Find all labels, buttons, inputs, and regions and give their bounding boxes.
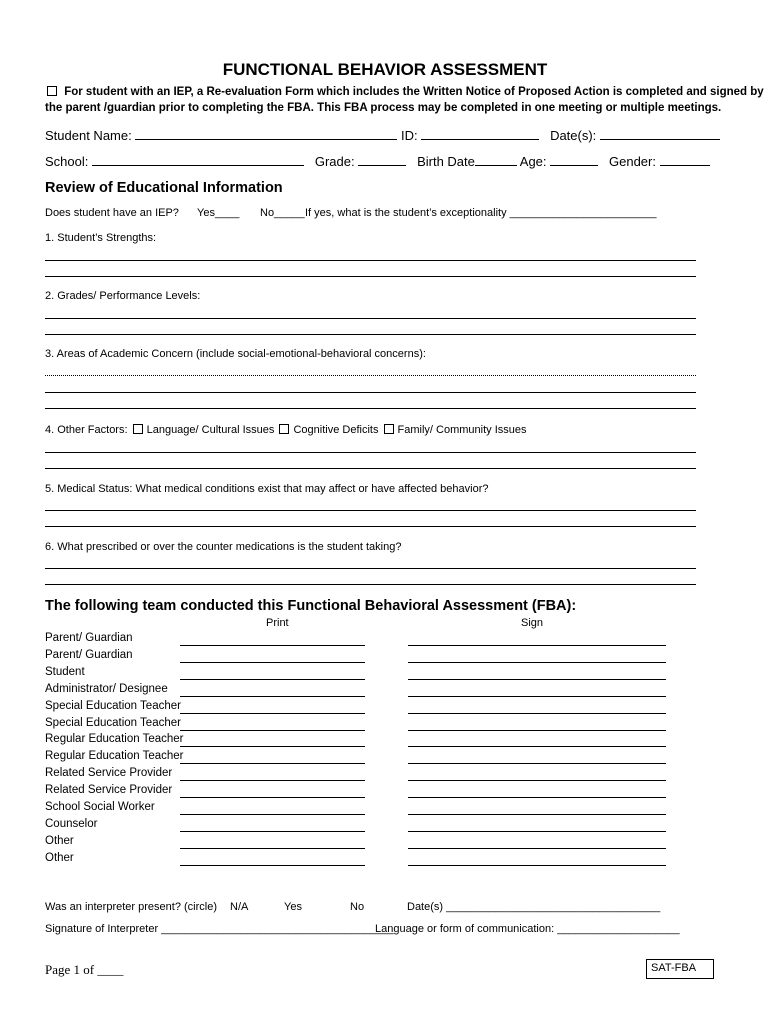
team-member-role: Parent/ Guardian: [45, 649, 133, 661]
answer-line[interactable]: [45, 452, 696, 453]
answer-line[interactable]: [45, 510, 696, 511]
sign-column-header: Sign: [521, 617, 544, 629]
signature-line[interactable]: [408, 848, 666, 849]
print-name-line[interactable]: [180, 713, 365, 714]
answer-line[interactable]: [45, 318, 696, 319]
interpreter-yes-option[interactable]: Yes: [284, 901, 302, 913]
intro-line-2: the parent /guardian prior to completing the FBA. This FBA process may be completed in one meeting or multiple meetings.: [45, 102, 722, 114]
form-code-box: SAT-FBA: [646, 959, 714, 979]
question-other-factors: [45, 424, 527, 436]
print-name-line[interactable]: [180, 696, 365, 697]
student-name-field[interactable]: [135, 127, 397, 140]
school-label: School:: [45, 154, 89, 169]
signature-line[interactable]: [408, 696, 666, 697]
grade-field[interactable]: [358, 153, 406, 166]
print-name-line[interactable]: [180, 645, 365, 646]
id-field[interactable]: [421, 127, 539, 140]
answer-line[interactable]: [45, 276, 696, 277]
page-number: Page 1 of ____: [45, 962, 124, 977]
team-member-role: Special Education Teacher: [45, 717, 181, 729]
age-field[interactable]: [550, 153, 598, 166]
birth-date-field[interactable]: [475, 153, 517, 166]
signature-line[interactable]: [408, 645, 666, 646]
team-member-role: Special Education Teacher: [45, 700, 181, 712]
team-member-role: Regular Education Teacher: [45, 733, 184, 745]
iep-no[interactable]: No_____: [260, 207, 305, 219]
signature-line[interactable]: [408, 679, 666, 680]
answer-line[interactable]: [45, 408, 696, 409]
print-name-line[interactable]: [180, 679, 365, 680]
print-name-line[interactable]: [180, 831, 365, 832]
family-community-label: Family/ Community Issues: [397, 424, 527, 436]
answer-line[interactable]: [45, 260, 696, 261]
question-medications: 6. What prescribed or over the counter medications is the student taking?: [45, 541, 402, 553]
gender-field[interactable]: [660, 153, 710, 166]
student-name-row: [45, 127, 720, 143]
communication-language-field[interactable]: Language or form of communication: ____________________: [375, 923, 680, 935]
school-field[interactable]: [92, 153, 304, 166]
answer-line[interactable]: [45, 334, 696, 335]
question-grades: 2. Grades/ Performance Levels:: [45, 290, 201, 302]
student-name-label: Student Name:: [45, 128, 132, 143]
answer-line[interactable]: [45, 392, 696, 393]
print-name-line[interactable]: [180, 662, 365, 663]
signature-line[interactable]: [408, 746, 666, 747]
team-member-role: Related Service Provider: [45, 767, 173, 779]
answer-line[interactable]: [45, 568, 696, 569]
intro-checkbox[interactable]: [47, 86, 57, 96]
print-name-line[interactable]: [180, 797, 365, 798]
print-name-line[interactable]: [180, 730, 365, 731]
answer-line[interactable]: [45, 468, 696, 469]
print-column-header: Print: [266, 617, 289, 629]
form-title: FUNCTIONAL BEHAVIOR ASSESSMENT: [222, 60, 548, 79]
exceptionality-question[interactable]: If yes, what is the student’s exceptionality ________________________: [305, 207, 657, 219]
print-name-line[interactable]: [180, 763, 365, 764]
team-member-role: Counselor: [45, 818, 98, 830]
interpreter-dates-field[interactable]: Date(s) ___________________________________: [407, 901, 661, 913]
answer-line[interactable]: [45, 375, 696, 376]
team-member-role: Regular Education Teacher: [45, 750, 184, 762]
team-member-role: Administrator/ Designee: [45, 683, 168, 695]
print-name-line[interactable]: [180, 848, 365, 849]
print-name-line[interactable]: [180, 746, 365, 747]
age-label: Age:: [519, 154, 547, 169]
signature-line[interactable]: [408, 831, 666, 832]
signature-line[interactable]: [408, 730, 666, 731]
other-factors-label: 4. Other Factors:: [45, 424, 128, 436]
signature-line[interactable]: [408, 865, 666, 866]
school-row: [45, 153, 710, 169]
signature-line[interactable]: [408, 662, 666, 663]
team-member-role: Student: [45, 666, 85, 678]
cognitive-deficits-label: Cognitive Deficits: [293, 424, 379, 436]
gender-label: Gender:: [609, 154, 656, 169]
team-member-role: Related Service Provider: [45, 784, 173, 796]
question-medical-status: 5. Medical Status: What medical conditions exist that may affect or have affected behavior?: [45, 483, 489, 495]
signature-line[interactable]: [408, 763, 666, 764]
team-member-role: Other: [45, 852, 74, 864]
dates-label: Date(s):: [550, 128, 597, 143]
interpreter-no-option[interactable]: No: [350, 901, 365, 913]
review-heading: Review of Educational Information: [45, 180, 283, 196]
team-member-role: Other: [45, 835, 74, 847]
answer-line[interactable]: [45, 526, 696, 527]
question-strengths: 1. Student’s Strengths:: [45, 232, 157, 244]
family-community-checkbox[interactable]: [384, 424, 394, 434]
team-member-role: Parent/ Guardian: [45, 632, 133, 644]
interpreter-signature-field[interactable]: Signature of Interpreter ______________________________________: [45, 923, 394, 935]
interpreter-question: Was an interpreter present? (circle): [45, 901, 217, 913]
signature-line[interactable]: [408, 797, 666, 798]
signature-line[interactable]: [408, 713, 666, 714]
grade-label: Grade:: [314, 154, 355, 169]
print-name-line[interactable]: [180, 814, 365, 815]
team-member-role: School Social Worker: [45, 801, 155, 813]
team-heading: The following team conducted this Functional Behavioral Assessment (FBA):: [45, 598, 577, 614]
iep-yes[interactable]: Yes____: [197, 207, 240, 219]
intro-line-1: For student with an IEP, a Re-evaluation Form which includes the Written Notice of Proposed Action is completed and signed by: [64, 86, 764, 98]
signature-line[interactable]: [408, 814, 666, 815]
dates-field[interactable]: [600, 127, 720, 140]
signature-line[interactable]: [408, 780, 666, 781]
print-name-line[interactable]: [180, 780, 365, 781]
language-cultural-label: Language/ Cultural Issues: [146, 424, 275, 436]
intro-notice: [45, 84, 764, 116]
question-academic-concern: 3. Areas of Academic Concern (include social-emotional-behavioral concerns):: [45, 348, 426, 360]
cognitive-deficits-checkbox[interactable]: [279, 424, 289, 434]
print-name-line[interactable]: [180, 865, 365, 866]
interpreter-na-option[interactable]: N/A: [230, 901, 249, 913]
language-cultural-checkbox[interactable]: [133, 424, 143, 434]
iep-question: Does student have an IEP?: [45, 207, 179, 219]
answer-line[interactable]: [45, 584, 696, 585]
id-label: ID:: [400, 128, 418, 143]
birth-date-label: Birth Date: [417, 154, 475, 169]
